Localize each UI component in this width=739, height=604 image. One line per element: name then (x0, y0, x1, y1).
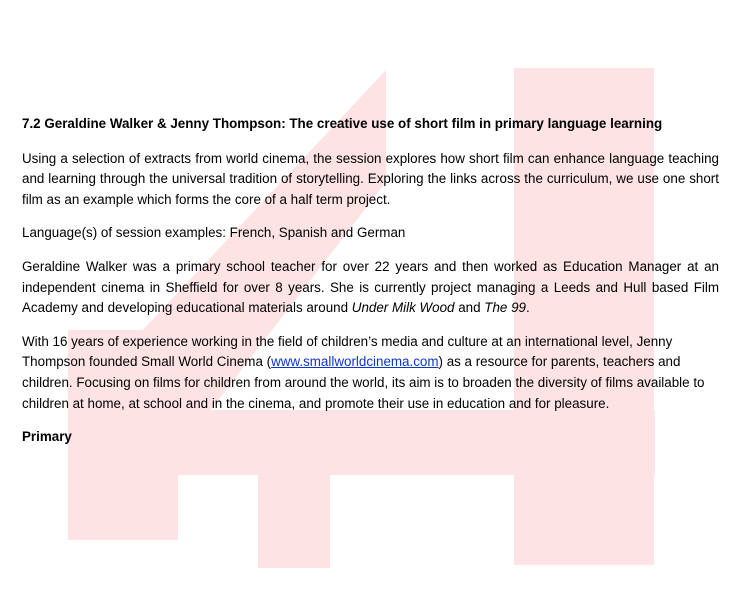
bio-walker-connector: and (454, 300, 485, 316)
film-title-under-milk-wood: Under Milk Wood (351, 300, 455, 316)
small-world-cinema-link[interactable]: www.smallworldcinema.com (271, 354, 439, 370)
speaker-bio-thompson (22, 332, 719, 414)
document-body (22, 114, 719, 448)
bio-walker-period: . (525, 300, 530, 316)
bio-thompson-text-rest: ) as a resource for parents, teachers and children. Focusing on films for children from around the world, its aim is to broaden the diversity of films available to children at home, at school and in the cinema, and promote their use in education and for pleasure. (22, 354, 705, 411)
level-subheading: Primary (22, 429, 72, 445)
session-description: Using a selection of extracts from world cinema, the session explores how short film can enhance language teaching and learning through the universal tradition of storytelling. Exploring the links across the curriculum, we use one short film as an example which forms the core of a half term project. (22, 150, 719, 207)
bio-thompson-text: With 16 years of experience working in the field of children’s media and culture at an international level, Jenny Thompson founded Small World Cinema ( (22, 333, 673, 370)
session-languages: Language(s) of session examples: French, Spanish and German (22, 225, 406, 241)
film-title-the-99: The 99 (484, 300, 526, 316)
speaker-bio-walker (22, 257, 719, 319)
section-heading: 7.2 Geraldine Walker & Jenny Thompson: The creative use of short film in primary language learning (22, 116, 663, 131)
bio-walker-text: Geraldine Walker was a primary school teacher for over 22 years and then worked as Education Manager at an independent cinema in Sheffield for over 8 years. She is currently project managing a Leeds and Hull based Film Academy and developing educational materials around (22, 258, 719, 316)
